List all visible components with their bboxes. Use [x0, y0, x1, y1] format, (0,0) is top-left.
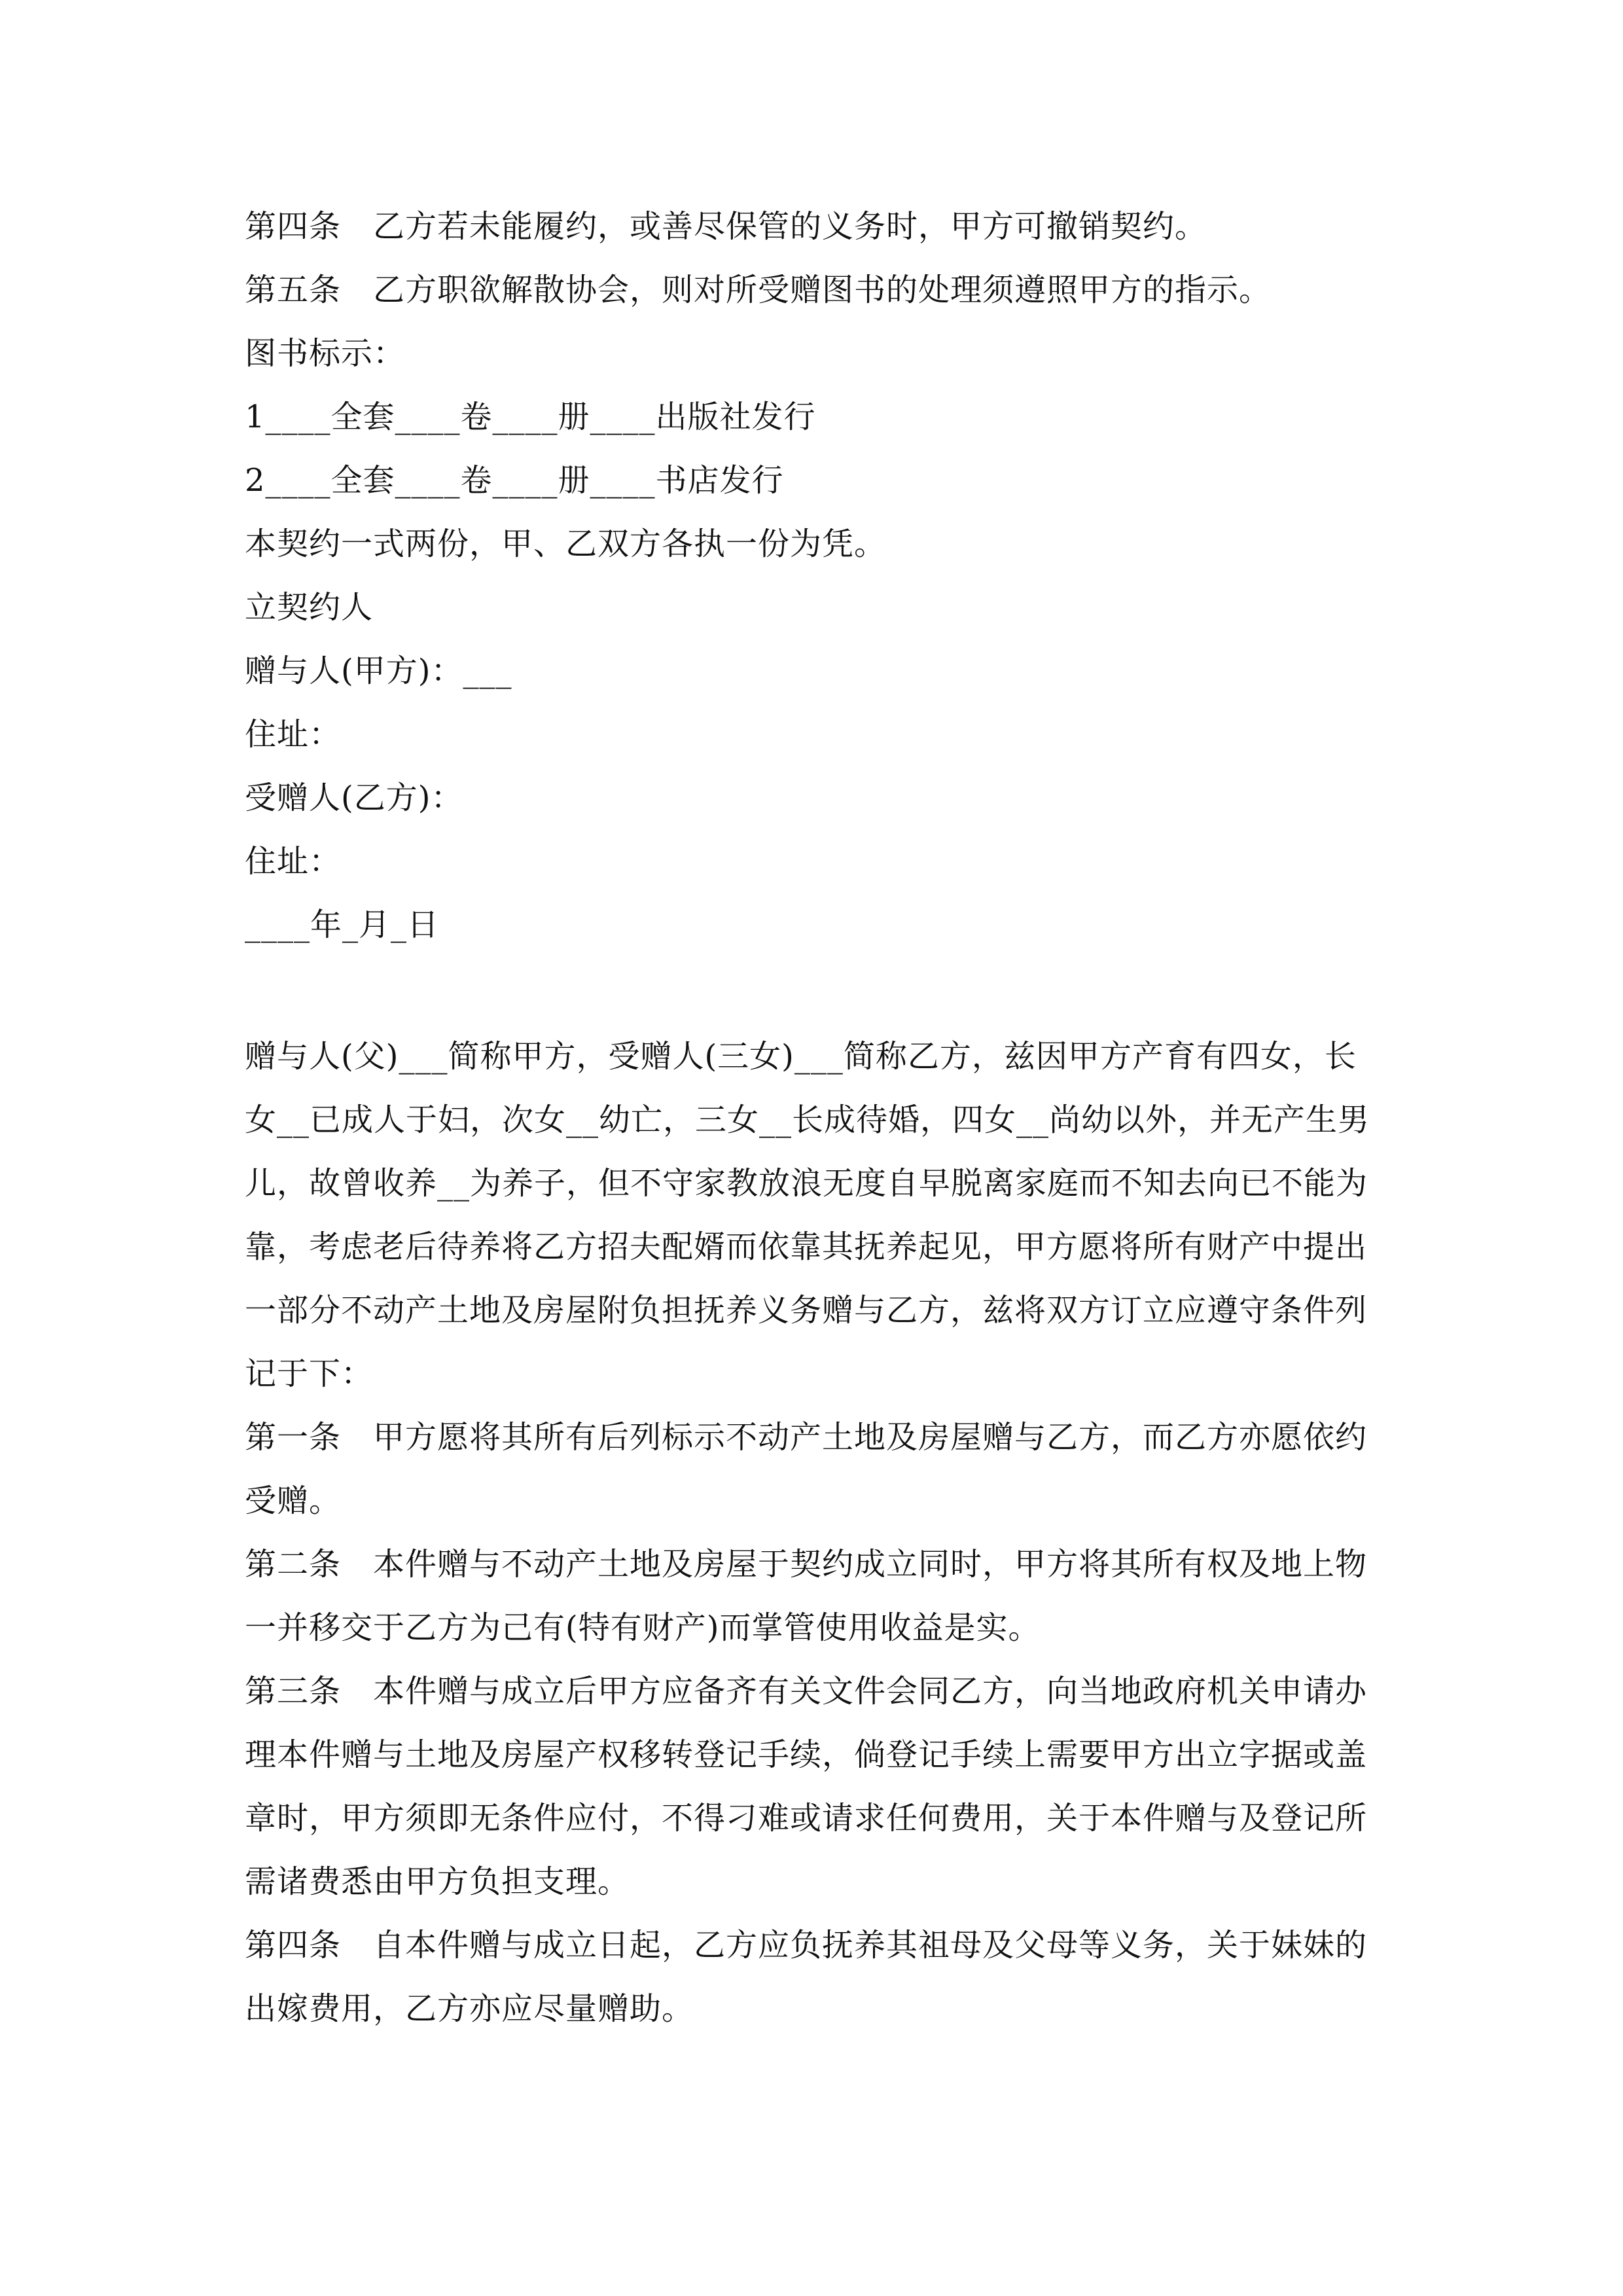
preamble-line-3: 儿，故曾收养__为养子，但不守家教放浪无度自早脱离家庭而不知去向已不能为 [245, 1165, 1368, 1202]
copies-clause: 本契约一式两份，甲、乙双方各执一份为凭。 [245, 526, 887, 562]
article-1-line-2: 受赠。 [245, 1482, 342, 1519]
contract-top-section [245, 195, 1383, 957]
preamble-line-5: 一部分不动产土地及房屋附负担抚养义务赠与乙方，兹将双方订立应遵守条件列 [245, 1292, 1368, 1329]
article-3-line-2: 理本件赠与土地及房屋产权移转登记手续，倘登记手续上需要甲方出立字据或盖 [245, 1736, 1368, 1773]
article-1-line-1: 第一条 甲方愿将其所有后列标示不动产土地及房屋赠与乙方，而乙方亦愿依约 [245, 1419, 1368, 1456]
book-listing-item-2: 2____全套____卷____册____书店发行 [245, 462, 784, 499]
article-4-support-line-2: 出嫁费用，乙方亦应尽量赠助。 [245, 1990, 694, 2027]
preamble-line-1: 赠与人(父)___简称甲方，受赠人(三女)___简称乙方，兹因甲方产育有四女，长 [245, 1038, 1357, 1075]
article-3-line-3: 章时，甲方须即无条件应付，不得刁难或请求任何费用，关于本件赠与及登记所 [245, 1800, 1368, 1837]
contract-bottom-section [245, 1025, 1383, 2041]
book-listing-item-1: 1____全套____卷____册____出版社发行 [245, 399, 816, 435]
article-2-line-1: 第二条 本件赠与不动产土地及房屋于契约成立同时，甲方将其所有权及地上物 [245, 1546, 1368, 1583]
article-4-support-line-1: 第四条 自本件赠与成立日起，乙方应负抚养其祖母及父母等义务，关于妹妹的 [245, 1927, 1368, 1964]
article-3-line-4: 需诸费悉由甲方负担支理。 [245, 1863, 630, 1900]
book-listing-heading: 图书标示： [245, 335, 406, 372]
signatories-heading: 立契约人 [245, 589, 374, 626]
article-4-revocation: 第四条 乙方若未能履约，或善尽保管的义务时，甲方可撤销契约。 [245, 208, 1207, 245]
preamble-line-6: 记于下： [245, 1355, 374, 1392]
recipient-address-line: 住址： [245, 843, 342, 880]
date-line: ____年_月_日 [245, 906, 440, 943]
recipient-party-line: 受赠人(乙方)： [245, 780, 463, 816]
donor-address-line: 住址： [245, 716, 342, 753]
article-5-dissolution: 第五条 乙方职欲解散协会，则对所受赠图书的处理须遵照甲方的指示。 [245, 272, 1272, 308]
article-2-line-2: 一并移交于乙方为己有(特有财产)而掌管使用收益是实。 [245, 1609, 1041, 1646]
article-3-line-1: 第三条 本件赠与成立后甲方应备齐有关文件会同乙方，向当地政府机关申请办 [245, 1673, 1368, 1710]
donor-party-line: 赠与人(甲方)：___ [245, 653, 512, 689]
preamble-line-2: 女__已成人于妇，次女__幼亡，三女__长成待婚，四女__尚幼以外，并无产生男 [245, 1102, 1370, 1138]
preamble-line-4: 靠，考虑老后待养将乙方招夫配婿而依靠其抚养起见，甲方愿将所有财产中提出 [245, 1229, 1368, 1265]
